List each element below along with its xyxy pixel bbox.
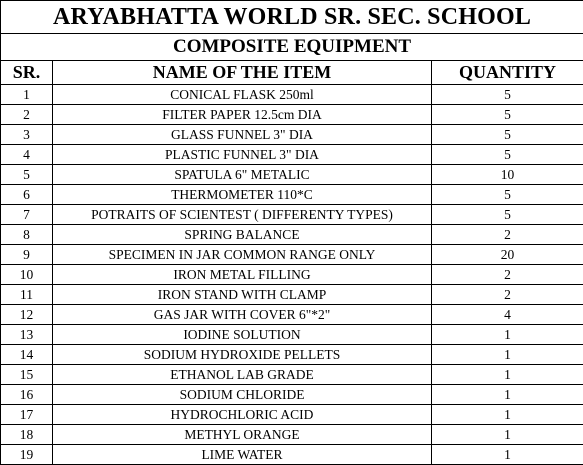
cell-quantity: 5 <box>432 125 583 145</box>
cell-item-name: FILTER PAPER 12.5cm DIA <box>53 105 432 125</box>
table-row <box>1 385 583 405</box>
cell-sr: 2 <box>1 105 53 125</box>
column-header-quantity: QUANTITY <box>432 61 583 85</box>
cell-quantity: 5 <box>432 185 583 205</box>
cell-item-name: IRON METAL FILLING <box>53 265 432 285</box>
cell-quantity: 5 <box>432 105 583 125</box>
cell-sr: 11 <box>1 285 53 305</box>
cell-sr: 1 <box>1 85 53 105</box>
cell-item-name: HYDROCHLORIC ACID <box>53 405 432 425</box>
table-row <box>1 305 583 325</box>
cell-item-name: IODINE SOLUTION <box>53 325 432 345</box>
cell-quantity: 1 <box>432 445 583 465</box>
cell-sr: 7 <box>1 205 53 225</box>
cell-item-name: PLASTIC FUNNEL 3" DIA <box>53 145 432 165</box>
cell-item-name: GLASS FUNNEL 3" DIA <box>53 125 432 145</box>
table-row <box>1 325 583 345</box>
cell-quantity: 1 <box>432 365 583 385</box>
cell-sr: 14 <box>1 345 53 365</box>
table-row <box>1 225 583 245</box>
cell-item-name: SPRING BALANCE <box>53 225 432 245</box>
cell-item-name: THERMOMETER 110*C <box>53 185 432 205</box>
cell-item-name: SODIUM CHLORIDE <box>53 385 432 405</box>
cell-quantity: 1 <box>432 425 583 445</box>
cell-item-name: IRON STAND WITH CLAMP <box>53 285 432 305</box>
cell-sr: 3 <box>1 125 53 145</box>
table-row <box>1 185 583 205</box>
cell-quantity: 1 <box>432 345 583 365</box>
cell-quantity: 4 <box>432 305 583 325</box>
cell-quantity: 5 <box>432 145 583 165</box>
cell-quantity: 1 <box>432 325 583 345</box>
cell-item-name: ETHANOL LAB GRADE <box>53 365 432 385</box>
table-row <box>1 365 583 385</box>
table-row <box>1 285 583 305</box>
header-row <box>1 61 583 85</box>
cell-item-name: GAS JAR WITH COVER 6"*2" <box>53 305 432 325</box>
cell-sr: 17 <box>1 405 53 425</box>
table-row <box>1 145 583 165</box>
cell-sr: 18 <box>1 425 53 445</box>
table-row <box>1 445 583 465</box>
cell-quantity: 1 <box>432 385 583 405</box>
cell-sr: 19 <box>1 445 53 465</box>
cell-sr: 5 <box>1 165 53 185</box>
table-row <box>1 105 583 125</box>
cell-sr: 4 <box>1 145 53 165</box>
cell-quantity: 5 <box>432 205 583 225</box>
table-row <box>1 165 583 185</box>
table-row <box>1 405 583 425</box>
subtitle-row <box>1 34 583 61</box>
cell-quantity: 10 <box>432 165 583 185</box>
cell-sr: 13 <box>1 325 53 345</box>
column-header-name: NAME OF THE ITEM <box>53 61 432 85</box>
cell-item-name: METHYL ORANGE <box>53 425 432 445</box>
column-header-sr: SR. <box>1 61 53 85</box>
table-row <box>1 205 583 225</box>
cell-quantity: 2 <box>432 225 583 245</box>
cell-item-name: LIME WATER <box>53 445 432 465</box>
cell-item-name: SPECIMEN IN JAR COMMON RANGE ONLY <box>53 245 432 265</box>
table-row <box>1 245 583 265</box>
cell-quantity: 20 <box>432 245 583 265</box>
table-row <box>1 425 583 445</box>
cell-item-name: POTRAITS OF SCIENTEST ( DIFFERENTY TYPES) <box>53 205 432 225</box>
cell-sr: 6 <box>1 185 53 205</box>
cell-sr: 16 <box>1 385 53 405</box>
table-row <box>1 345 583 365</box>
table-row <box>1 85 583 105</box>
cell-quantity: 2 <box>432 285 583 305</box>
table-row <box>1 125 583 145</box>
cell-sr: 15 <box>1 365 53 385</box>
list-title: COMPOSITE EQUIPMENT <box>1 34 583 61</box>
title-row <box>1 1 583 34</box>
cell-item-name: CONICAL FLASK 250ml <box>53 85 432 105</box>
cell-sr: 12 <box>1 305 53 325</box>
cell-sr: 8 <box>1 225 53 245</box>
cell-item-name: SPATULA 6" METALIC <box>53 165 432 185</box>
school-name: ARYABHATTA WORLD SR. SEC. SCHOOL <box>1 1 583 34</box>
cell-sr: 10 <box>1 265 53 285</box>
cell-quantity: 5 <box>432 85 583 105</box>
cell-quantity: 2 <box>432 265 583 285</box>
table-row <box>1 265 583 285</box>
cell-quantity: 1 <box>432 405 583 425</box>
cell-sr: 9 <box>1 245 53 265</box>
cell-item-name: SODIUM HYDROXIDE PELLETS <box>53 345 432 365</box>
